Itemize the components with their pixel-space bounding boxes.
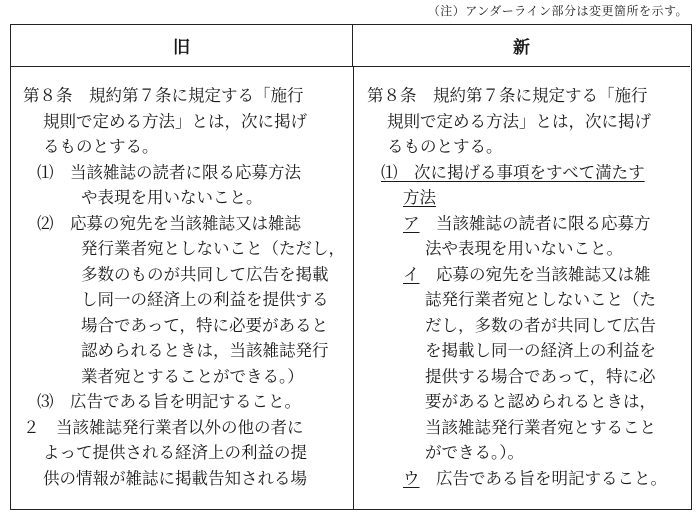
underlined-change: ウ <box>403 468 420 488</box>
new-text-line <box>367 338 687 364</box>
text-segment: 広告である旨を明記すること。 <box>419 468 667 488</box>
new-text-column <box>367 83 687 491</box>
old-text-line <box>23 389 348 415</box>
old-text-column <box>23 83 348 491</box>
old-text-line <box>23 109 348 135</box>
text-segment: ２ 当該雑誌発行業者以外の他の者に <box>23 417 304 437</box>
text-segment: 法や表現を用いないこと。 <box>425 239 623 258</box>
text-segment: 多数のものが共同して広告を掲載 <box>81 264 329 284</box>
old-text-line <box>23 83 348 109</box>
old-text-line <box>23 185 348 211</box>
old-text-line <box>23 262 348 288</box>
text-segment: し同一の経済上の利益を提供する <box>81 290 329 309</box>
old-text-line <box>23 134 348 160</box>
text-segment: 業者宛とすることができる。） <box>81 366 304 386</box>
new-text-line <box>367 134 687 160</box>
text-segment: るものとする。 <box>43 137 159 156</box>
change-note: （注）アンダーライン部分は変更箇所を示す。 <box>427 4 688 18</box>
column-divider <box>353 67 354 509</box>
old-text-line <box>23 466 348 492</box>
new-text-line <box>367 83 687 109</box>
text-segment: ができる。）。 <box>425 443 524 462</box>
text-segment: 第８条 規約第７条に規定する「施行 <box>23 86 304 105</box>
new-text-line <box>367 236 687 262</box>
new-text-line <box>367 313 687 339</box>
text-segment: 要があると認められるときは， <box>425 392 656 411</box>
old-text-line <box>23 160 348 186</box>
new-text-line <box>367 415 687 441</box>
old-text-line <box>23 211 348 237</box>
text-segment: を掲載し同一の経済上の利益を <box>425 341 656 360</box>
old-text-line <box>23 338 348 364</box>
text-segment: 場合であって，特に必要があると <box>81 315 329 335</box>
old-text-line <box>23 364 348 390</box>
new-text-line <box>367 389 687 415</box>
text-segment: ⑶ 広告である旨を明記すること。 <box>37 392 301 411</box>
new-text-line <box>367 211 687 237</box>
new-text-line <box>367 109 687 135</box>
text-segment: ⑵ 応募の宛先を当該雑誌又は雑誌 <box>37 213 301 233</box>
underlined-change: ア <box>403 213 420 233</box>
old-text-line <box>23 440 348 466</box>
text-segment: 規則で定める方法」とは，次に掲げ <box>43 111 307 131</box>
underlined-change: 方法 <box>403 188 436 207</box>
text-segment: 発行業者宛としないこと（ただし， <box>81 239 345 258</box>
column-header-old: 旧 <box>11 25 353 67</box>
new-text-line <box>367 262 687 288</box>
text-segment: ⑴ 当該雑誌の読者に限る応募方法 <box>37 162 301 182</box>
underlined-change: ⑴ 次に掲げる事項をすべて満たす <box>381 162 645 182</box>
old-text-line <box>23 415 348 441</box>
text-segment: だし，多数の者が共同して広告 <box>425 315 656 335</box>
text-segment: 応募の宛先を当該雑誌又は雑 <box>419 264 651 284</box>
old-text-line <box>23 236 348 262</box>
new-text-line <box>367 287 687 313</box>
text-segment: 当該雑誌の読者に限る応募方 <box>419 213 651 233</box>
comparison-table <box>10 24 692 510</box>
new-text-line <box>367 364 687 390</box>
text-segment: や表現を用いないこと。 <box>81 188 263 207</box>
text-segment: 供の情報が雑誌に掲載告知される場 <box>43 468 307 488</box>
new-text-line <box>367 440 687 466</box>
text-segment: よって提供される経済上の利益の提 <box>43 443 307 462</box>
text-segment: 認められるときは，当該雑誌発行 <box>81 341 329 360</box>
old-text-line <box>23 313 348 339</box>
new-text-line <box>367 185 687 211</box>
text-segment: 当該雑誌発行業者宛とすること <box>425 417 656 437</box>
text-segment: 提供する場合であって，特に必 <box>425 366 656 386</box>
underlined-change: イ <box>403 264 420 284</box>
new-text-line <box>367 160 687 186</box>
old-text-line <box>23 287 348 313</box>
text-segment: 規則で定める方法」とは，次に掲げ <box>387 111 651 131</box>
text-segment: 誌発行業者宛としないこと（た <box>425 290 656 309</box>
text-segment: るものとする。 <box>387 137 503 156</box>
text-segment: 第８条 規約第７条に規定する「施行 <box>367 86 648 105</box>
new-text-line <box>367 466 687 492</box>
column-header-new: 新 <box>353 25 690 67</box>
